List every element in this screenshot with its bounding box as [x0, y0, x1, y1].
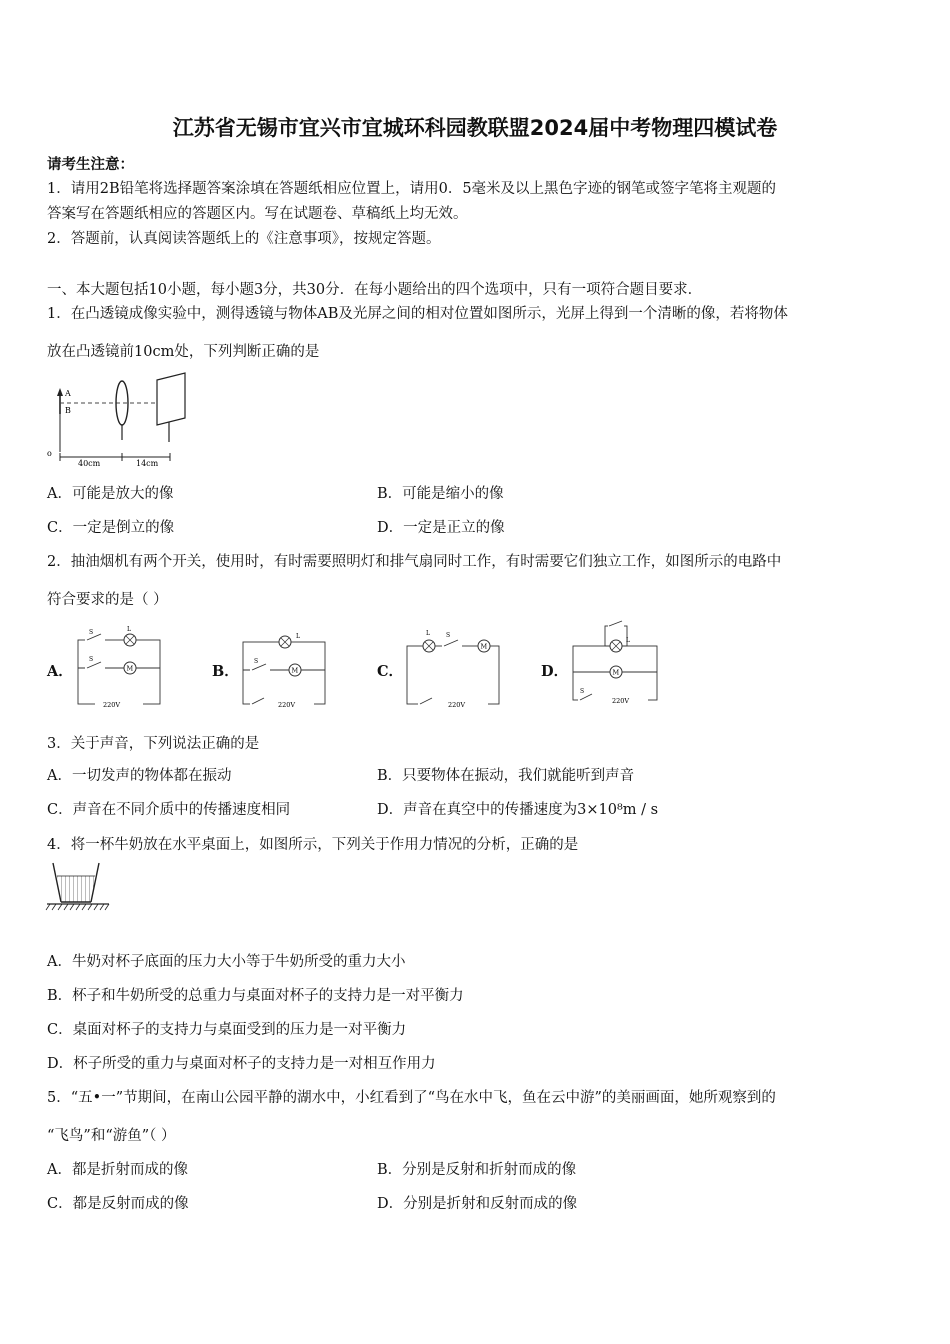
q2-a-voltage: 220V	[103, 701, 121, 709]
q2-c-lamp: L	[426, 630, 430, 637]
svg-text:S: S	[89, 656, 94, 663]
q3-option-c: C．声音在不同介质中的传播速度相同	[47, 802, 291, 818]
page-title: 江苏省无锡市宜兴市宜城环科园教联盟2024届中考物理四模试卷	[172, 116, 778, 140]
q2-c-motor: M	[480, 642, 488, 651]
section-heading: 一、本大题包括10小题，每小题3分，共30分．在每小题给出的四个选项中，只有一项符合题目要求．	[47, 282, 703, 298]
notice-line-3: 2．答题前，认真阅读答题纸上的《注意事项》，按规定答题。	[47, 231, 441, 247]
q1-dist-1: 40cm	[78, 459, 101, 468]
q1-label-a: A	[65, 389, 71, 398]
q4-stem: 4．将一杯牛奶放在水平桌面上，如图所示，下列关于作用力情况的分析，正确的是	[47, 837, 579, 853]
q2-circuit-a	[75, 628, 165, 710]
q2-d-motor: M	[612, 668, 620, 677]
q4-milk-cup-figure	[45, 860, 111, 912]
q5-option-a: A．都是折射而成的像	[47, 1162, 188, 1178]
q1-label-b: B	[65, 406, 71, 415]
q2-circuit-d	[570, 620, 662, 706]
q3-option-d: D．声音在真空中的传播速度为3×10⁸m / s	[377, 802, 659, 818]
q2-stem-line-1: 2．抽油烟机有两个开关，使用时，有时需要照明灯和排气扇同时工作，有时需要它们独立工作，如图所示的电路中	[47, 554, 782, 570]
q2-circuit-b	[240, 632, 330, 710]
q1-lens-figure	[45, 370, 205, 470]
svg-text:ο: ο	[47, 449, 52, 458]
q2-b-voltage: 220V	[278, 701, 296, 709]
q2-a-lamp: L	[127, 626, 131, 633]
q2-stem-line-2: 符合要求的是（ ）	[47, 592, 168, 608]
q1-option-d: D．一定是正立的像	[377, 520, 505, 536]
q1-option-a: A．可能是放大的像	[47, 486, 174, 502]
notice-heading: 请考生注意：	[47, 156, 134, 173]
q1-dist-2: 14cm	[136, 459, 159, 468]
q2-label-b: B．	[212, 663, 239, 680]
q4-option-c: C．桌面对杯子的支持力与桌面受到的压力是一对平衡力	[47, 1022, 407, 1038]
q1-stem-line-1: 1．在凸透镜成像实验中，测得透镜与物体AB及光屏之间的相对位置如图所示，光屏上得到一个清晰的像，若将物体	[47, 306, 788, 322]
q5-option-c: C．都是反射而成的像	[47, 1196, 189, 1212]
q2-b-motor: M	[291, 666, 299, 675]
q1-option-b: B．可能是缩小的像	[377, 486, 504, 502]
q3-stem: 3．关于声音，下列说法正确的是	[47, 736, 260, 752]
q2-b-lamp: L	[296, 633, 300, 640]
q2-circuit-c	[404, 626, 504, 710]
notice-line-2: 答案写在答题纸相应的答题区内。写在试题卷、草稿纸上均无效。	[47, 206, 468, 222]
q5-option-b: B．分别是反射和折射而成的像	[377, 1162, 577, 1178]
q2-label-d: D．	[541, 663, 569, 680]
q2-label-c: C．	[377, 663, 404, 680]
notice-line-1: 1．请用2B铅笔将选择题答案涂填在答题纸相应位置上，请用0．5毫米及以上黑色字迹的钢笔或签字笔将主观题的	[47, 181, 777, 197]
q2-a-motor: M	[126, 664, 134, 673]
q4-option-b: B．杯子和牛奶所受的总重力与桌面对杯子的支持力是一对平衡力	[47, 988, 464, 1004]
q5-stem-line-1: 5．“五•一”节期间，在南山公园平静的湖水中，小红看到了“鸟在水中飞，鱼在云中游”的美丽画面，她所观察到的	[47, 1090, 776, 1106]
q2-label-a: A．	[47, 663, 73, 680]
svg-text:S: S	[580, 688, 585, 695]
q4-option-d: D．杯子所受的重力与桌面对杯子的支持力是一对相互作用力	[47, 1056, 436, 1072]
q3-option-a: A．一切发声的物体都在振动	[47, 768, 232, 784]
q1-stem-line-2: 放在凸透镜前10cm处，下列判断正确的是	[47, 344, 320, 360]
q3-option-b: B．只要物体在振动，我们就能听到声音	[377, 768, 635, 784]
q2-d-lamp: L	[626, 637, 630, 644]
q1-option-c: C．一定是倒立的像	[47, 520, 175, 536]
q2-a-switch-1: S	[89, 629, 94, 636]
q2-c-voltage: 220V	[448, 701, 466, 709]
q5-stem-line-2: “飞鸟”和“游鱼”（ ）	[47, 1128, 176, 1144]
svg-text:S: S	[446, 632, 451, 639]
q5-option-d: D．分别是折射和反射而成的像	[377, 1196, 578, 1212]
q2-d-voltage: 220V	[612, 697, 630, 705]
q4-option-a: A．牛奶对杯子底面的压力大小等于牛奶所受的重力大小	[47, 954, 406, 970]
svg-text:S: S	[254, 658, 259, 665]
